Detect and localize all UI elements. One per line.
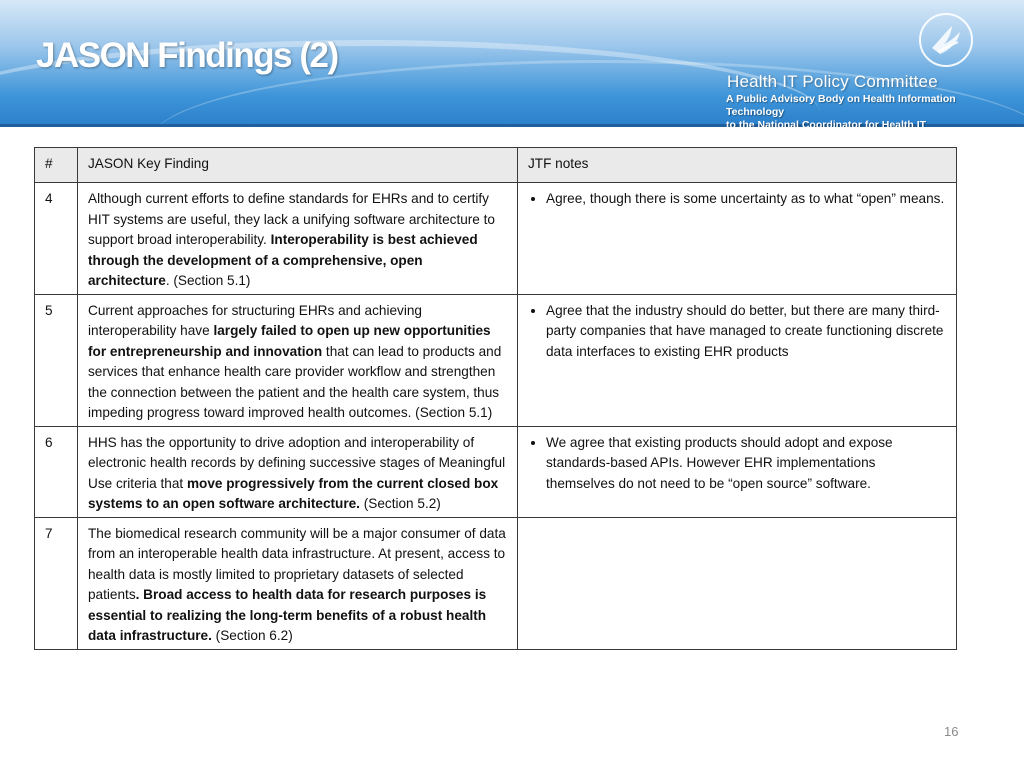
finding-emphasis: Interoperability is best achieved through the development of a comprehensive, open architecture [88,232,478,288]
finding-segment: Although current efforts to define standards for EHRs and to certify HIT systems are useful, they lack a unifying software architecture to support broad interoperability. [88,191,495,247]
findings-table [34,147,957,650]
column-header-notes: JTF notes [518,148,957,183]
committee-tagline [726,93,1016,127]
jtf-notes [518,183,957,295]
note-item: • We agree that existing products should adopt and expose standards-based APIs. However EHR implementations themselves do not need to be “open source” software. [546,433,946,495]
jtf-notes [518,426,957,517]
finding-text [78,294,518,426]
finding-segment: . (Section 5.1) [165,273,251,288]
header-banner [0,0,1024,127]
table-row [35,426,957,517]
finding-text [78,426,518,517]
table-header-row [35,148,957,183]
finding-number: 4 [35,183,78,295]
note-item: • Agree that the industry should do better, but there are many third-party companies that have managed to create functioning discrete data interfaces to existing EHR products [546,301,946,363]
table-row [35,183,957,295]
table-body [35,183,957,650]
finding-text [78,183,518,295]
finding-segment: Current approaches for structuring EHRs and achieving interoperability have [88,302,422,338]
hhs-eagle-icon [918,12,974,68]
slide-title: JASON Findings (2) [36,36,338,75]
finding-segment: (Section 6.2) [211,628,293,643]
finding-segment: (Section 5.2) [359,496,441,511]
committee-name: Health IT Policy Committee [727,72,938,91]
finding-emphasis: largely failed to open up new opportunities for entrepreneurship and innovation [88,323,491,359]
note-item: • Agree, though there is some uncertainty as to what “open” means. [546,189,946,210]
finding-text [78,517,518,649]
table-row [35,294,957,426]
column-header-finding: JASON Key Finding [78,148,518,183]
jtf-notes [518,294,957,426]
finding-segment: HHS has the opportunity to drive adoption and interoperability of electronic health records by defining successive stages of Meaningful Use criteria that [88,434,506,491]
finding-emphasis: . Broad access to health data for research purposes is essential to realizing the long-term benefits of a robust health data infrastructure. [88,587,487,643]
finding-number: 7 [35,517,78,649]
finding-number: 6 [35,426,78,517]
finding-number: 5 [35,294,78,426]
tagline-line: A Public Advisory Body on Health Information Technology [726,93,956,118]
jtf-notes [518,517,957,649]
table-row [35,517,957,649]
finding-emphasis: move progressively from the current closed box systems to an open software architecture. [88,475,499,511]
slide-number: 16 [944,724,959,739]
notes-list [528,189,946,210]
finding-segment: that can lead to products and services that enhance health care provider workflow and strengthen the connection between the patient and the health care system, thus impeding progress toward improved health outcomes. (Section 5.1) [88,343,502,420]
column-header-number: # [35,148,78,183]
notes-list [528,301,946,363]
finding-segment: The biomedical research community will be a major consumer of data from an interoperable health data infrastructure. At present, access to health data is mostly limited to proprietary datasets of selected patients [88,525,506,602]
notes-list [528,433,946,495]
tagline-line: to the National Coordinator for Health IT [726,119,927,127]
